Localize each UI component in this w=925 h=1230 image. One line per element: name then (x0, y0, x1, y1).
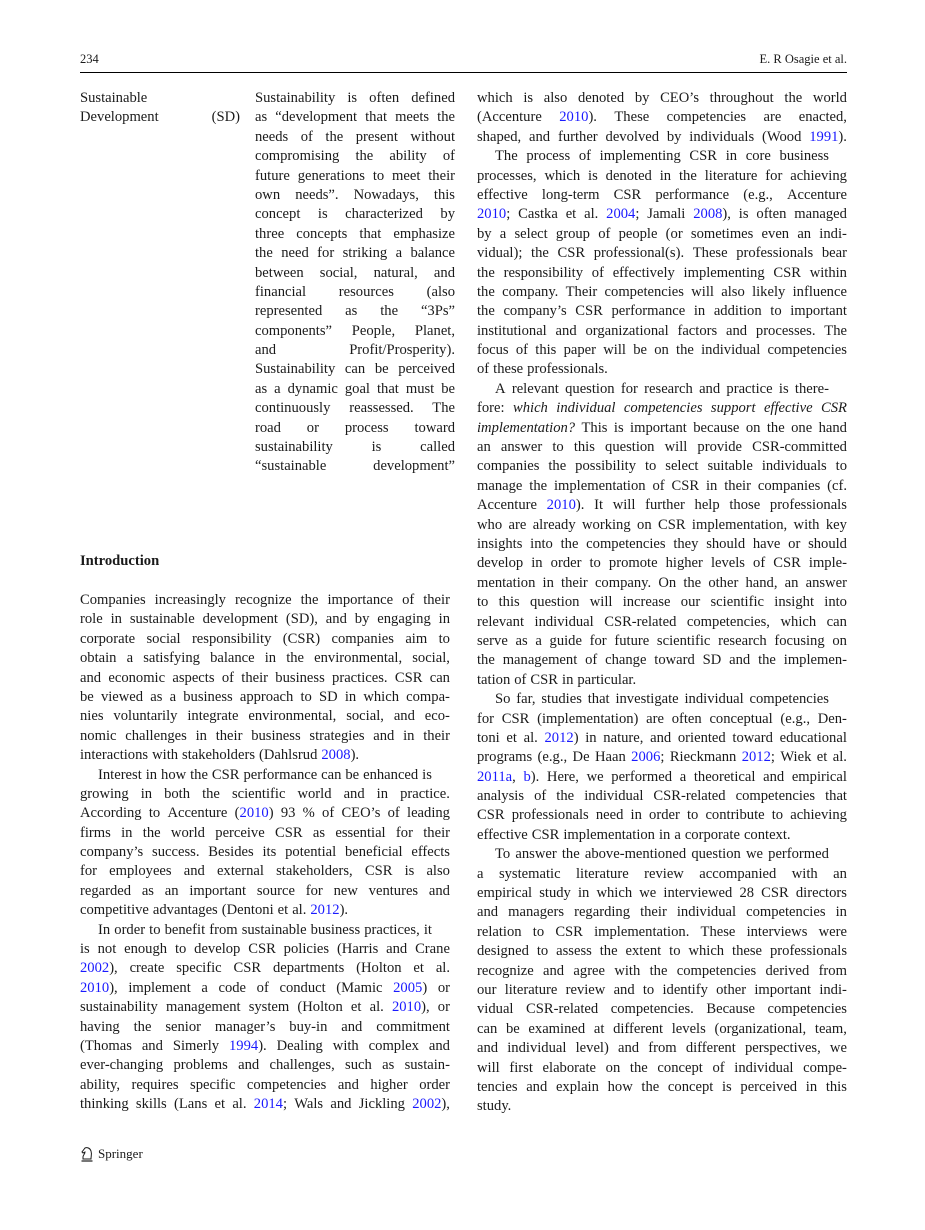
text-line: ability, requires specific competencies and higher order (80, 1076, 450, 1093)
citation-link[interactable]: 2002 (412, 1096, 442, 1113)
text-line: our literature review and to identify other important indi- (477, 981, 847, 998)
text-line: regarded as an important source for new ventures and (80, 882, 450, 899)
citation-link[interactable]: 2012 (741, 749, 771, 766)
knight-chess-piece-icon (80, 1146, 94, 1162)
text-line: toni et al. 2012) in nature, and oriented toward educational (477, 729, 847, 746)
text-line: growing in both the scientific world and in practice. (80, 785, 450, 802)
page-number: 234 (80, 52, 99, 66)
citation-link[interactable]: 2012 (544, 729, 574, 746)
page-header (80, 50, 847, 73)
left-text-column (80, 591, 450, 1115)
text-line: for employees and external stakeholders, CSR is also (80, 863, 450, 880)
text-line: obtain a satisfying balance in the environmental, social, (80, 650, 450, 667)
text-line: processes, which is denoted in the literature for achieving (477, 167, 847, 184)
definition-line: represented as the “3Ps” (255, 303, 455, 320)
text-line: nies voluntarily integrate environmental, social, and eco- (80, 708, 450, 725)
text-line: an answer to this question will provide CSR-committed (477, 439, 847, 456)
citation-link[interactable]: 1994 (229, 1037, 259, 1054)
text-line: A relevant question for research and practice is there- (495, 380, 829, 397)
citation-link[interactable]: 2005 (393, 979, 423, 996)
text-line: nomic challenges in their business strategies and in their (80, 727, 450, 744)
definition-line: continuously reassessed. The (255, 400, 455, 417)
definition-line: between social, natural, and (255, 264, 455, 281)
definition-line: three concepts that emphasize (255, 225, 455, 242)
publisher-logo (80, 1146, 143, 1162)
text-line: and managers regarding their individual competencies in (477, 904, 847, 921)
text-line: (Thomas and Simerly 1994). Dealing with complex and (80, 1037, 450, 1054)
text-line: programs (e.g., De Haan 2006; Rieckmann 2012; Wiek et al. (477, 749, 847, 766)
citation-link[interactable]: 2008 (693, 206, 723, 223)
citation-link[interactable]: 2010 (546, 497, 576, 514)
publisher-name: Springer (98, 1146, 143, 1161)
text-line: will first elaborate on the concept of individual compe- (477, 1059, 847, 1076)
definition-line: financial resources (also (255, 283, 455, 300)
citation-link[interactable]: 2010 (391, 999, 422, 1016)
text-line: by a select group of people (or sometimes even an indi- (477, 225, 847, 242)
text-line: a systematic literature review accompanied with an (477, 865, 847, 882)
text-line: In order to benefit from sustainable business practices, it (98, 921, 432, 938)
text-line: relevant individual CSR-related competencies, which can (477, 613, 847, 630)
text-line: thinking skills (Lans et al. 2014; Wals and Jickling 2002), (80, 1096, 450, 1113)
citation-link[interactable]: 2010 (477, 206, 507, 223)
text-line: the responsibility of effectively implementing CSR within (477, 264, 847, 281)
text-line: 2010), implement a code of conduct (Mamic 2005) or (80, 979, 450, 996)
definition-line: Sustainability is often defined (255, 90, 455, 106)
text-line: focus of this paper will be on the individual competencies (477, 342, 847, 359)
text-line: serve as a guide for future scientific research focusing on (477, 632, 847, 649)
text-line: to this question will increase our scientific insight into (477, 594, 847, 611)
text-line: competitive advantages (Dentoni et al. 2012). (80, 902, 349, 919)
text-line: insights into the competencies they should have or should (477, 535, 847, 552)
text-line: company’s success. Besides its potential beneficial effects (80, 844, 450, 861)
definition-line: needs of the present without (255, 128, 455, 145)
text-line: According to Accenture (2010) 93 % of CEO’s of leading (80, 805, 450, 822)
definition-line: compromising the ability of (255, 148, 455, 165)
text-line: sustainability management system (Holton et al. 2010), or (80, 999, 450, 1016)
text-line: role in sustainable development (SD), and by engaging in (80, 611, 450, 628)
text-line: Interest in how the CSR performance can be enhanced is (98, 766, 432, 783)
text-line: firms in the world perceive CSR as essential for their (80, 824, 450, 841)
text-line: Companies increasingly recognize the importance of their (80, 592, 450, 608)
text-line: designed to assess the extent to which these professionals (477, 943, 847, 960)
definition-line: the need for striking a balance (255, 245, 455, 262)
citation-link[interactable]: 2004 (606, 206, 636, 223)
text-line: which is also denoted by CEO’s throughout the world (477, 90, 847, 106)
text-line: corporate social responsibility (CSR) companies aim to (80, 630, 450, 647)
text-line: 2002), create specific CSR departments (Holton et al. (80, 960, 450, 977)
citation-link[interactable]: 2010 (239, 805, 269, 822)
text-line: relation to CSR implementation. These interviews were (477, 923, 847, 940)
text-line: To answer the above-mentioned question we performed (495, 846, 829, 863)
text-line: study. (477, 1098, 512, 1115)
citation-link[interactable]: 2012 (310, 902, 340, 919)
text-line: vidual); the CSR professional(s). These professionals bear (477, 245, 847, 262)
citation-link[interactable]: 2006 (631, 749, 661, 766)
definition-line: as “development that meets the (255, 109, 455, 126)
definition-term (80, 89, 240, 128)
text-line: tencies and explain how the concept is perceived in this (477, 1078, 847, 1095)
text-line: can be examined at different levels (organizational, team, (477, 1020, 847, 1037)
definition-line: sustainability is called (255, 439, 455, 456)
definition-text (255, 89, 455, 477)
text-line: shaped, and further devolved by individuals (Wood 1991). (477, 128, 847, 145)
text-line: analysis of the individual CSR-related competencies that (477, 788, 847, 805)
citation-link[interactable]: 2010 (559, 109, 589, 126)
text-line: vidual CSR-related competencies. Because competencies (477, 1001, 847, 1018)
citation-link[interactable]: 2010 (80, 979, 110, 996)
text-line: Accenture 2010). It will further help those professionals (477, 497, 847, 514)
text-line: 2011a, b). Here, we performed a theoretical and empirical (477, 768, 847, 785)
section-heading-introduction: Introduction (80, 553, 160, 569)
text-line: of these professionals. (477, 361, 608, 378)
text-line: develop in order to promote higher levels of CSR imple- (477, 555, 847, 572)
citation-link[interactable]: b (523, 768, 531, 785)
text-line: recognize and agree with the competencies derived from (477, 962, 847, 979)
text-line: companies the possibility to select suitable individuals to (477, 458, 847, 475)
definition-line: “sustainable development” (255, 458, 455, 475)
text-line: The process of implementing CSR in core business (495, 148, 829, 165)
definition-line: as a dynamic goal that must be (255, 380, 455, 397)
text-line: ever-changing problems and challenges, such as sustain- (80, 1057, 450, 1074)
text-line: the company. Their competencies will also likely influence (477, 283, 847, 300)
running-head-authors: E. R Osagie et al. (759, 52, 847, 66)
text-line: is not enough to develop CSR policies (Harris and Crane (80, 941, 450, 958)
term-line: Sustainable (80, 90, 148, 106)
text-line: tation of CSR in particular. (477, 671, 637, 688)
definition-line: own needs”. Nowadays, this (255, 186, 455, 203)
text-line: interactions with stakeholders (Dahlsrud 2008). (80, 747, 360, 764)
citation-link[interactable]: 1991 (809, 128, 839, 145)
text-line: the management of change toward SD and the implemen- (477, 652, 847, 669)
definition-line: Sustainability can be perceived (255, 361, 455, 378)
text-line: mentation in their company. On the other hand, an answer (477, 574, 847, 591)
citation-link[interactable]: 2002 (80, 960, 110, 977)
citation-link[interactable]: 2014 (253, 1096, 283, 1113)
text-line: be viewed as a business approach to SD in which compa- (80, 688, 450, 705)
definition-line: and Profit/Prosperity). (255, 342, 455, 359)
text-line: effective long-term CSR performance (e.g., Accenture (477, 186, 847, 203)
term-line: Development (SD) (80, 109, 240, 126)
text-line: empirical study in which we interviewed 28 CSR directors (477, 885, 847, 902)
definition-line: future generations to meet their (255, 167, 455, 184)
text-line: manage the implementation of CSR in their companies (cf. (477, 477, 847, 494)
text-line: effective CSR implementation in a corporate context. (477, 826, 791, 843)
text-line: for CSR (implementation) are often conceptual (e.g., Den- (477, 710, 847, 727)
definition-line: components” People, Planet, (255, 322, 455, 339)
text-line: and individual level) and from different perspectives, we (477, 1040, 847, 1057)
definition-line: concept is characterized by (255, 206, 455, 223)
text-line: institutional and organizational factors and processes. The (477, 322, 847, 339)
text-line: 2010; Castka et al. 2004; Jamali 2008), is often managed (477, 206, 847, 223)
text-line: CSR professionals need in order to contribute to achieving (477, 807, 847, 824)
text-line: (Accenture 2010). These competencies are enacted, (477, 109, 847, 126)
text-line: who are already working on CSR implementation, with key (477, 516, 847, 533)
text-line: having the senior manager’s buy-in and commitment (80, 1018, 450, 1035)
definition-line: road or process toward (255, 419, 455, 436)
right-text-column (477, 89, 847, 1117)
text-line: and economic aspects of their business practices. CSR can (80, 669, 450, 686)
text-line: So far, studies that investigate individual competencies (495, 691, 829, 708)
citation-link[interactable]: 2011a (477, 768, 513, 785)
text-line: fore: which individual competencies support effective CSR (477, 400, 847, 417)
citation-link[interactable]: 2008 (321, 747, 351, 764)
text-line: the company’s CSR performance in addition to important (477, 303, 847, 320)
text-line: implementation? This is important because on the one hand (477, 419, 847, 436)
